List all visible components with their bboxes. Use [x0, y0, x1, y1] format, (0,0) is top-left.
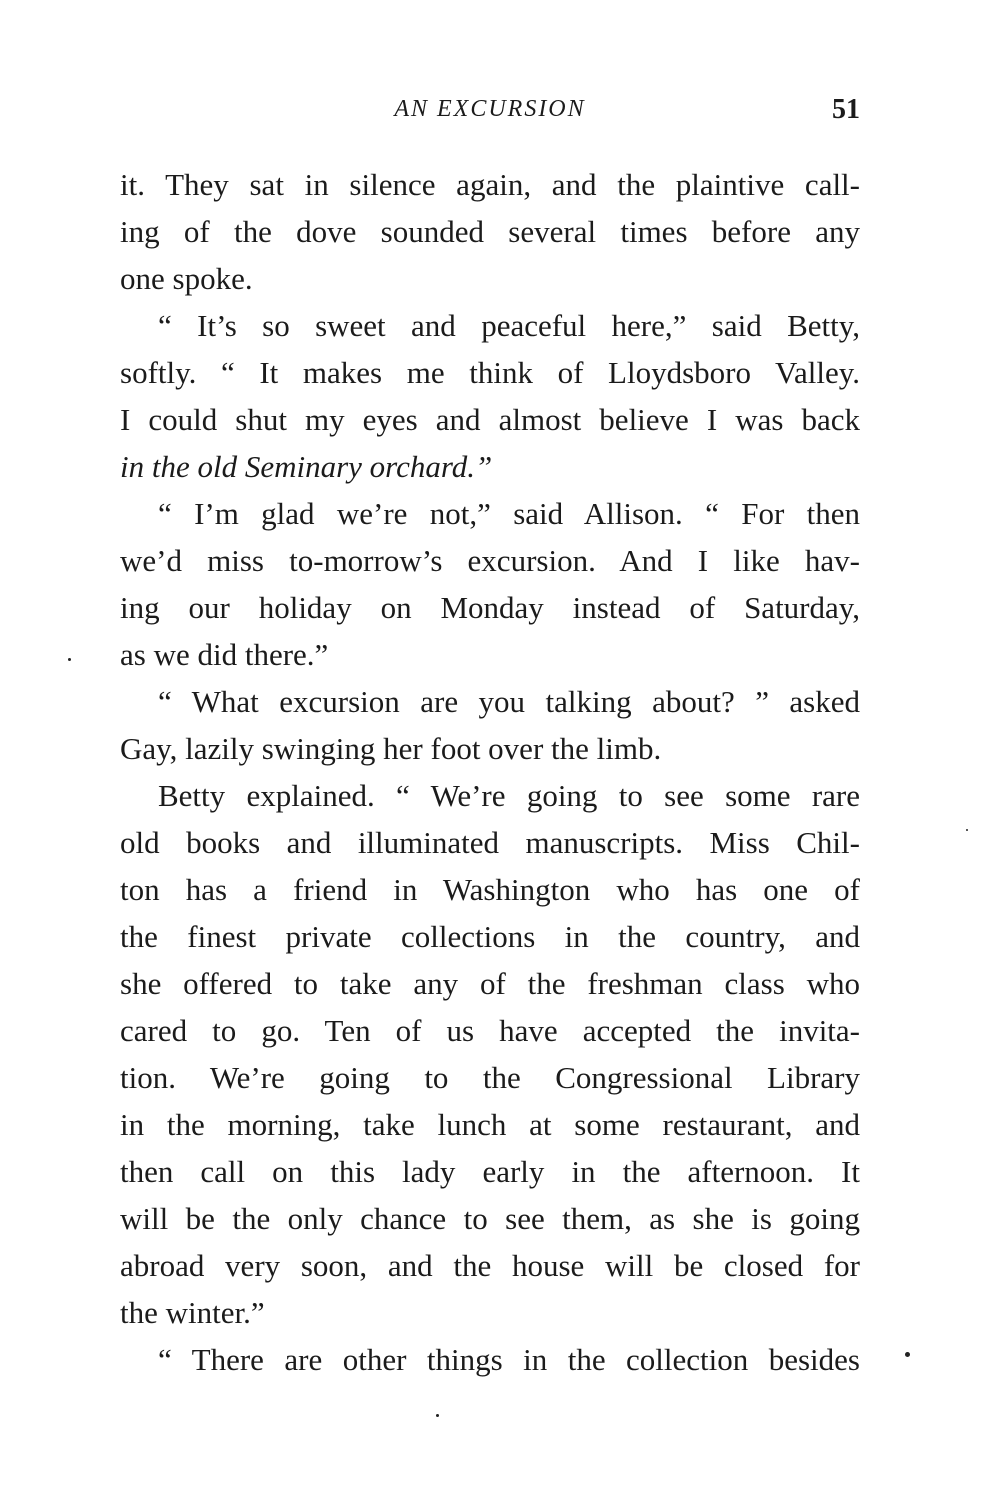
- text-line: softly. “ It makes me think of Lloydsboro Valley.: [120, 355, 860, 390]
- text-line: ing of the dove sounded several times before any: [120, 214, 860, 249]
- text-line: we’d miss to-morrow’s excursion. And I like hav-: [120, 543, 860, 578]
- text-line: abroad very soon, and the house will be closed for: [120, 1248, 860, 1283]
- text-line: old books and illuminated manuscripts. Miss Chil-: [120, 825, 860, 860]
- text-line: then call on this lady early in the afternoon. It: [120, 1154, 860, 1189]
- text-line: the winter.”: [120, 1295, 265, 1330]
- text-line: I could shut my eyes and almost believe I was back: [120, 402, 860, 437]
- text-line: in the old Seminary orchard.”: [120, 449, 493, 484]
- text-line: Betty explained. “ We’re going to see some rare: [158, 778, 860, 813]
- text-line: tion. We’re going to the Congressional Library: [120, 1060, 860, 1095]
- text-line: cared to go. Ten of us have accepted the invita-: [120, 1013, 860, 1048]
- page-number: 51: [832, 94, 860, 125]
- text-line: “ There are other things in the collection besides: [158, 1342, 860, 1377]
- text-line: as we did there.”: [120, 637, 329, 672]
- text-line: she offered to take any of the freshman class who: [120, 966, 860, 1001]
- running-head: [120, 96, 860, 136]
- running-title: AN EXCURSION: [394, 96, 586, 122]
- text-line: “ I’m glad we’re not,” said Allison. “ For then: [158, 496, 860, 531]
- text-line: ton has a friend in Washington who has one of: [120, 872, 860, 907]
- text-line: will be the only chance to see them, as she is going: [120, 1201, 860, 1236]
- body-text: [120, 161, 860, 1383]
- text-line: it. They sat in silence again, and the plaintive call-: [120, 167, 860, 202]
- text-line: Gay, lazily swinging her foot over the limb.: [120, 731, 662, 766]
- text-line: “ What excursion are you talking about? ” asked: [158, 684, 860, 719]
- text-line: “ It’s so sweet and peaceful here,” said Betty,: [158, 308, 860, 343]
- scan-speck: [436, 1414, 439, 1417]
- scan-speck: [68, 658, 71, 661]
- scan-speck: [905, 1352, 910, 1357]
- text-line: ing our holiday on Monday instead of Saturday,: [120, 590, 860, 625]
- text-line: one spoke.: [120, 261, 253, 296]
- text-line: the finest private collections in the country, and: [120, 919, 860, 954]
- scan-speck: [966, 829, 968, 831]
- text-line: in the morning, take lunch at some restaurant, and: [120, 1107, 860, 1142]
